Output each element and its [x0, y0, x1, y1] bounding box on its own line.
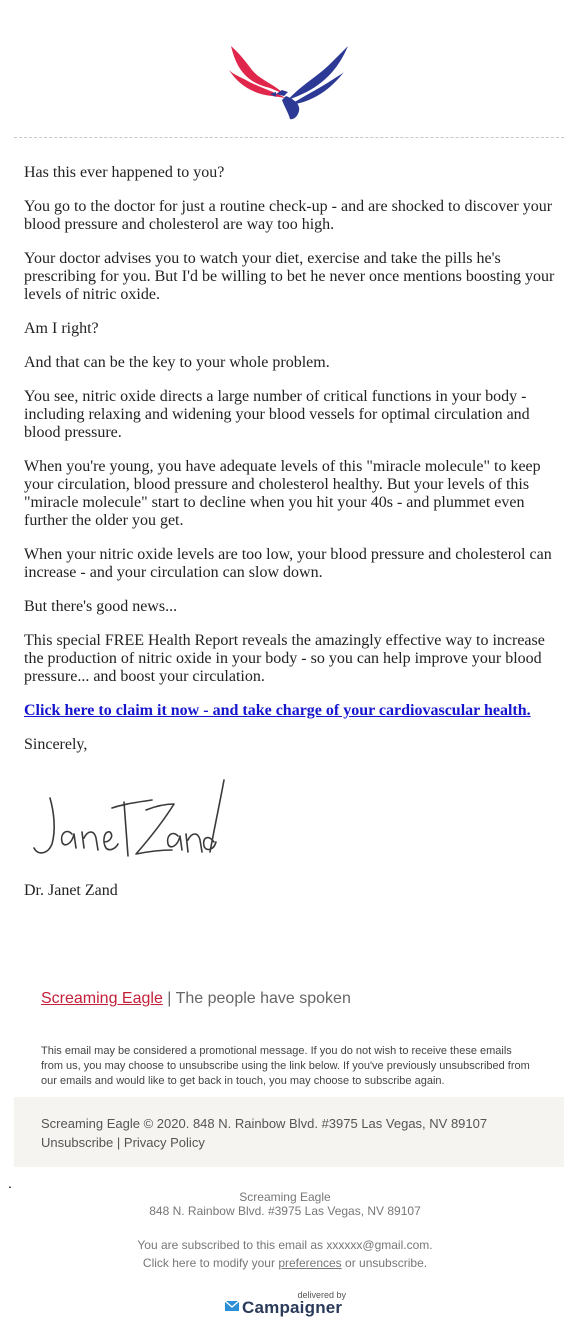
signature-image	[28, 772, 232, 868]
closing: Sincerely,	[24, 736, 88, 753]
brand-separator: |	[167, 990, 172, 1007]
footer-links	[41, 1133, 564, 1152]
letter-paragraph: Your doctor advises you to watch your diet, exercise and take the pills he's prescribing for you. But I'd be willing to bet he never once mentions boosting your levels of nitric oxide.	[24, 250, 555, 303]
modify-prefix: Click here to modify your	[142, 1256, 275, 1270]
eagle-icon	[226, 40, 350, 122]
brand-link[interactable]: Screaming Eagle	[41, 990, 163, 1007]
unsubscribe-link[interactable]: Unsubscribe	[41, 1135, 114, 1150]
preferences-link[interactable]: preferences	[278, 1256, 342, 1270]
letter-paragraph: Am I right?	[24, 320, 99, 337]
sub-footer-address: 848 N. Rainbow Blvd. #3975 Las Vegas, NV 89107	[149, 1204, 421, 1218]
letter-paragraph: You see, nitric oxide directs a large number of critical functions in your body - including relaxing and widening your blood vessels for optimal circulation and blood pressure.	[24, 388, 530, 441]
header-logo	[0, 40, 570, 124]
modify-suffix: or unsubscribe.	[345, 1256, 428, 1270]
letter-paragraph: When your nitric oxide levels are too low, your blood pressure and cholesterol can increase - and your circulation can slow down.	[24, 546, 552, 581]
letter-paragraph: When you're young, you have adequate levels of this "miracle molecule" to keep your circulation, blood pressure and cholesterol healthy. But your levels of this "miracle molecule" start to decline when you hit your 40s - and plummet even further the older you get.	[24, 458, 541, 529]
letter-paragraph: You go to the doctor for just a routine check-up - and are shocked to discover your blood pressure and cholesterol are way too high.	[24, 198, 553, 233]
brand-tagline: The people have spoken	[175, 990, 351, 1007]
letter-paragraph: And that can be the key to your whole problem.	[24, 354, 330, 371]
header-divider	[14, 137, 564, 138]
sub-footer	[0, 1190, 570, 1270]
brand-line	[41, 989, 351, 1009]
subscribed-text: You are subscribed to this email as xxxxxx@gmail.com.	[137, 1238, 433, 1252]
delivered-by-label: delivered by	[297, 1290, 346, 1300]
campaigner-wordmark: Campaigner	[242, 1298, 343, 1317]
stray-dot: .	[8, 1175, 12, 1191]
cta-paragraph	[24, 702, 556, 720]
envelope-icon	[224, 1300, 240, 1312]
modify-preferences-line	[0, 1256, 570, 1270]
letter-paragraph: This special FREE Health Report reveals the amazingly effective way to increase the production of nitric oxide in your body - so you can help improve your blood pressure... and boost your circulation.	[24, 632, 545, 685]
letter-paragraph: But there's good news...	[24, 598, 178, 615]
cta-link[interactable]: Click here to claim it now - and take charge of your cardiovascular health.	[24, 702, 531, 719]
privacy-policy-link[interactable]: Privacy Policy	[123, 1135, 205, 1150]
letter-body	[24, 164, 556, 770]
footer-copyright: Screaming Eagle © 2020. 848 N. Rainbow Blvd. #3975 Las Vegas, NV 89107	[41, 1116, 488, 1131]
letter-paragraph: Has this ever happened to you?	[24, 164, 225, 181]
signer-name: Dr. Janet Zand	[24, 882, 118, 899]
disclaimer-text: This email may be considered a promotional message. If you do not wish to receive these emails from us, you may choose to unsubscribe using the link below. If you've previously unsubscribed from our emails and would like to get back in touch, you may choose to subscribe again.	[41, 1045, 530, 1087]
campaigner-badge[interactable]	[220, 1290, 350, 1320]
footer-separator: |	[116, 1135, 121, 1150]
footer-box	[14, 1097, 564, 1167]
sub-footer-company: Screaming Eagle	[239, 1190, 331, 1204]
